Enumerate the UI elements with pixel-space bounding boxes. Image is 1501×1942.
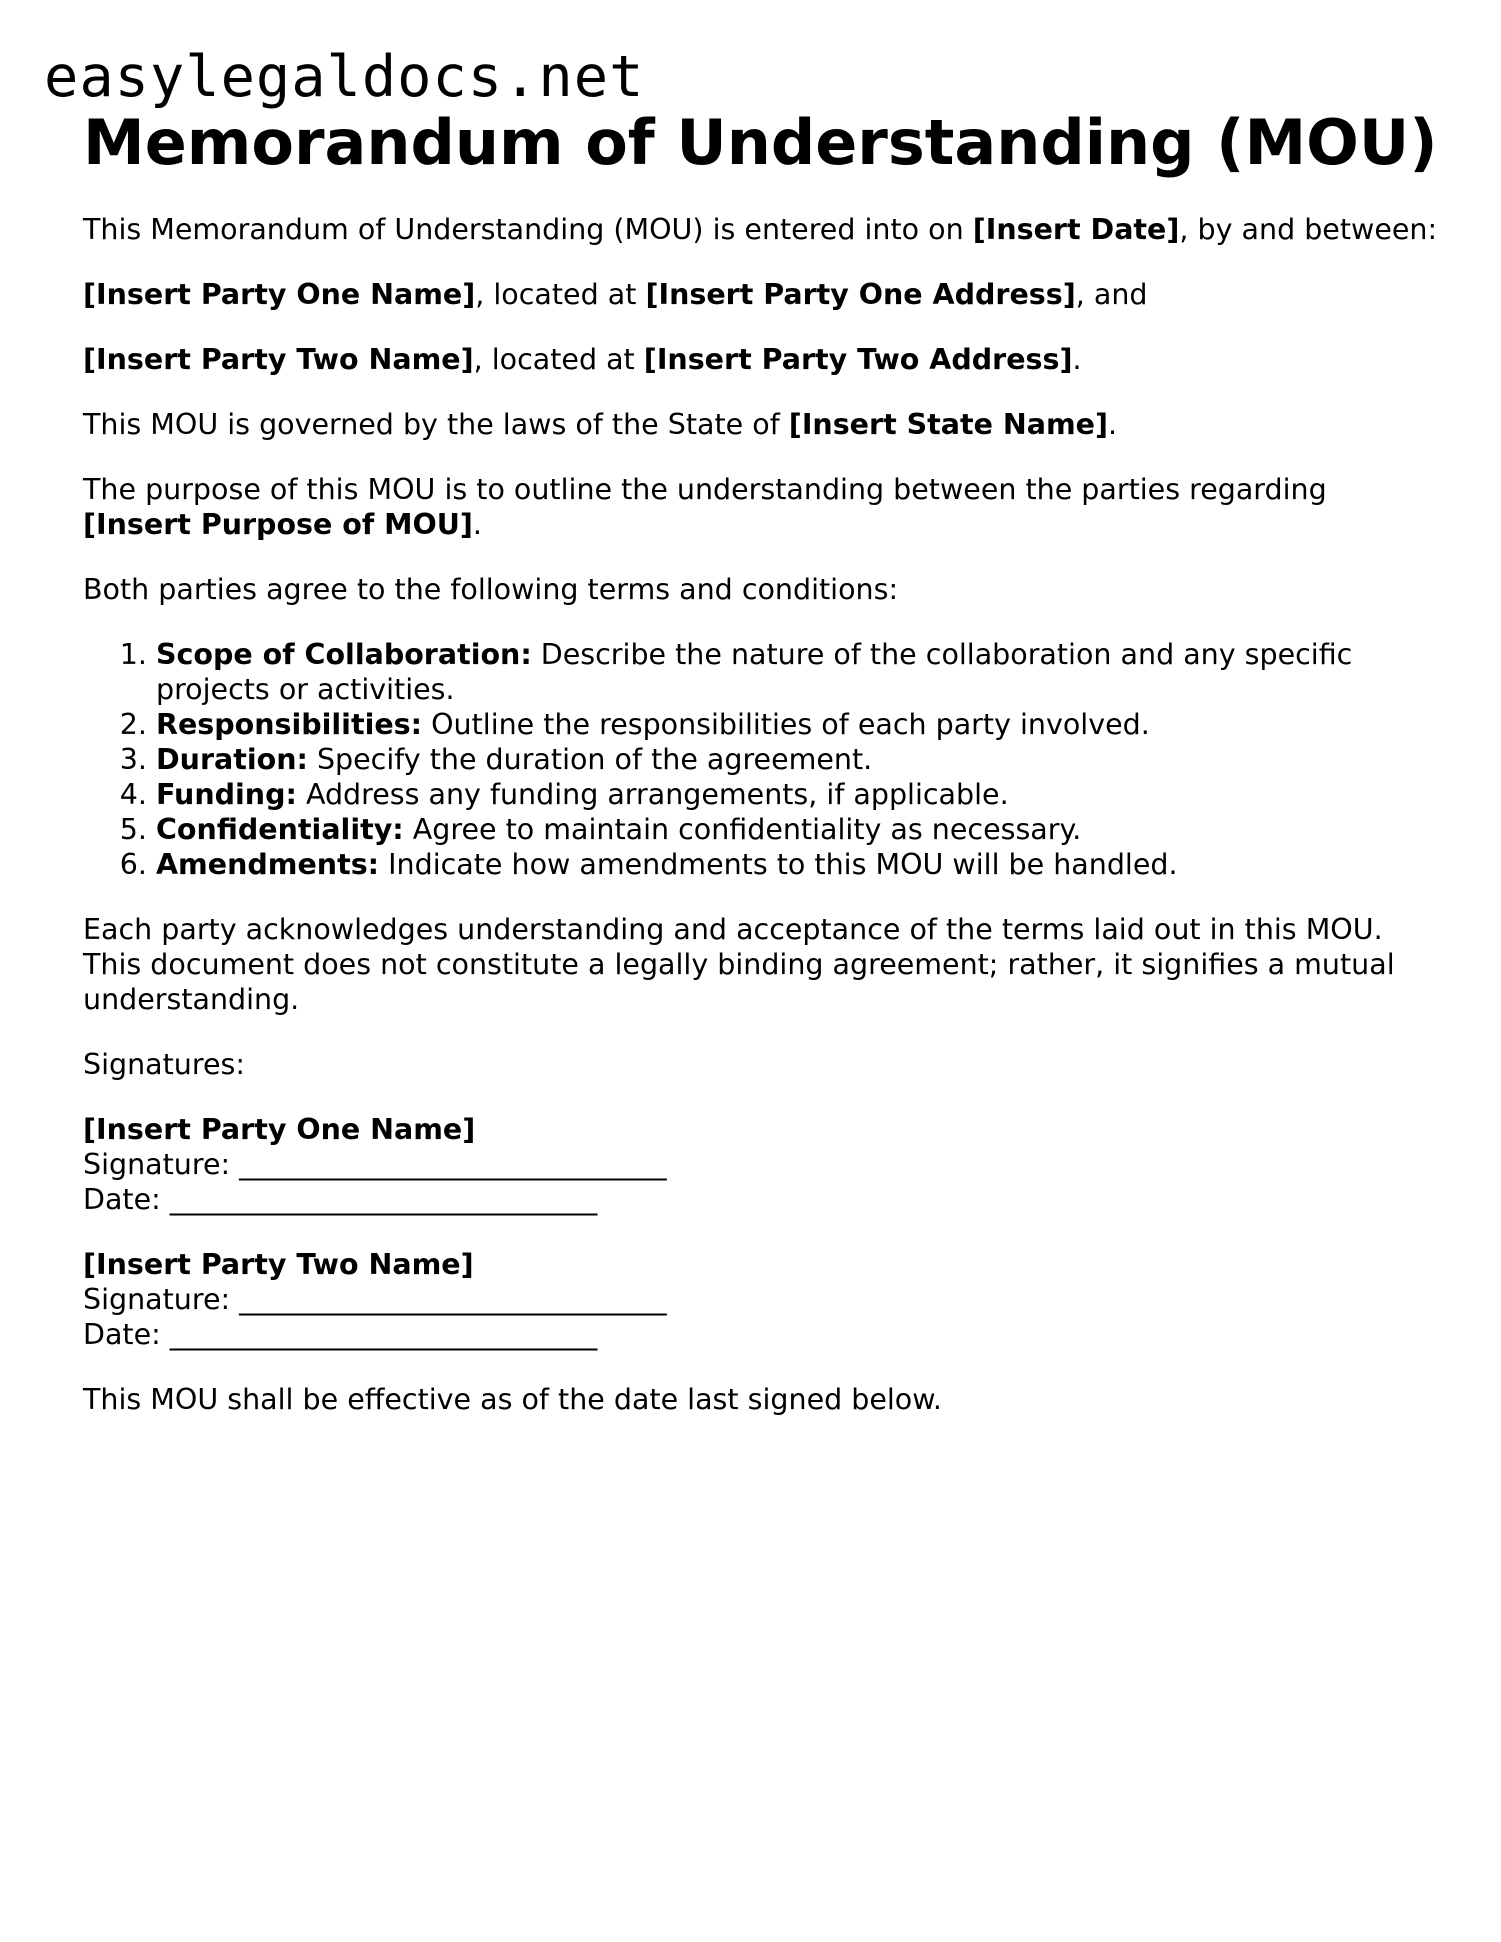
term-label: Responsibilities: <box>156 708 423 741</box>
signature-block-party-two <box>83 1247 1443 1352</box>
party-two-line <box>83 342 1443 377</box>
term-label: Confidentiality: <box>156 813 404 846</box>
closing-paragraph: This MOU shall be effective as of the date last signed below. <box>83 1383 942 1416</box>
intro-text-end: , by and between: <box>1179 213 1438 246</box>
purpose-text: The purpose of this MOU is to outline the understanding between the parties regarding <box>83 473 1327 506</box>
term-label: Duration: <box>156 743 308 776</box>
date-line: Date: ______________________________ <box>83 1318 598 1351</box>
terms-intro: Both parties agree to the following terms and conditions: <box>83 573 899 606</box>
signature-line: Signature: ______________________________ <box>83 1148 667 1181</box>
party-one-end: , and <box>1075 278 1148 311</box>
purpose-placeholder: [Insert Purpose of MOU] <box>83 508 473 541</box>
site-watermark: easylegaldocs.net <box>44 44 645 110</box>
term-text: Describe the nature of the collaboration and any specific projects or activities. <box>156 638 1353 706</box>
document-body <box>83 106 1443 1417</box>
term-text: Outline the responsibilities of each party involved. <box>422 708 1150 741</box>
term-text: Specify the duration of the agreement. <box>307 743 873 776</box>
party-two-address: [Insert Party Two Address] <box>643 343 1073 376</box>
party-one-address: [Insert Party One Address] <box>645 278 1076 311</box>
signatures-label: Signatures: <box>83 1048 245 1081</box>
term-text: Agree to maintain confidentiality as necessary. <box>403 813 1082 846</box>
governing-text: This MOU is governed by the laws of the State of <box>83 408 789 441</box>
acknowledgement-paragraph: Each party acknowledges understanding and acceptance of the terms laid out in this MOU. This document does not constitute a legally binding agreement; rather, it signifies a mutual understanding. <box>83 913 1395 1016</box>
party-one-name: [Insert Party One Name] <box>83 278 476 311</box>
page-title: Memorandum of Understanding (MOU) <box>83 106 1438 179</box>
intro-paragraph <box>83 212 1443 247</box>
signatory-name: [Insert Party One Name] <box>83 1113 476 1146</box>
list-item <box>156 742 1443 777</box>
list-item <box>156 777 1443 812</box>
governing-law-paragraph <box>83 407 1443 442</box>
party-two-end: . <box>1072 343 1082 376</box>
governing-end: . <box>1108 408 1118 441</box>
list-item <box>156 707 1443 742</box>
list-item <box>156 637 1443 707</box>
purpose-end: . <box>472 508 482 541</box>
terms-list <box>83 637 1443 882</box>
term-label: Amendments: <box>156 848 380 881</box>
signatory-name: [Insert Party Two Name] <box>83 1248 474 1281</box>
term-text: Address any funding arrangements, if applicable. <box>296 778 1009 811</box>
list-item <box>156 847 1443 882</box>
state-placeholder: [Insert State Name] <box>788 408 1109 441</box>
intro-text: This Memorandum of Understanding (MOU) is entered into on <box>83 213 973 246</box>
party-one-line <box>83 277 1443 312</box>
signature-block-party-one <box>83 1112 1443 1217</box>
term-label: Scope of Collaboration: <box>156 638 532 671</box>
list-item <box>156 812 1443 847</box>
signature-line: Signature: ______________________________ <box>83 1283 667 1316</box>
term-text: Indicate how amendments to this MOU will be handled. <box>379 848 1178 881</box>
party-two-connector: , located at <box>473 343 644 376</box>
party-one-connector: , located at <box>475 278 646 311</box>
date-line: Date: ______________________________ <box>83 1183 598 1216</box>
purpose-paragraph <box>83 472 1443 542</box>
term-label: Funding: <box>156 778 297 811</box>
party-two-name: [Insert Party Two Name] <box>83 343 474 376</box>
date-placeholder: [Insert Date] <box>972 213 1180 246</box>
